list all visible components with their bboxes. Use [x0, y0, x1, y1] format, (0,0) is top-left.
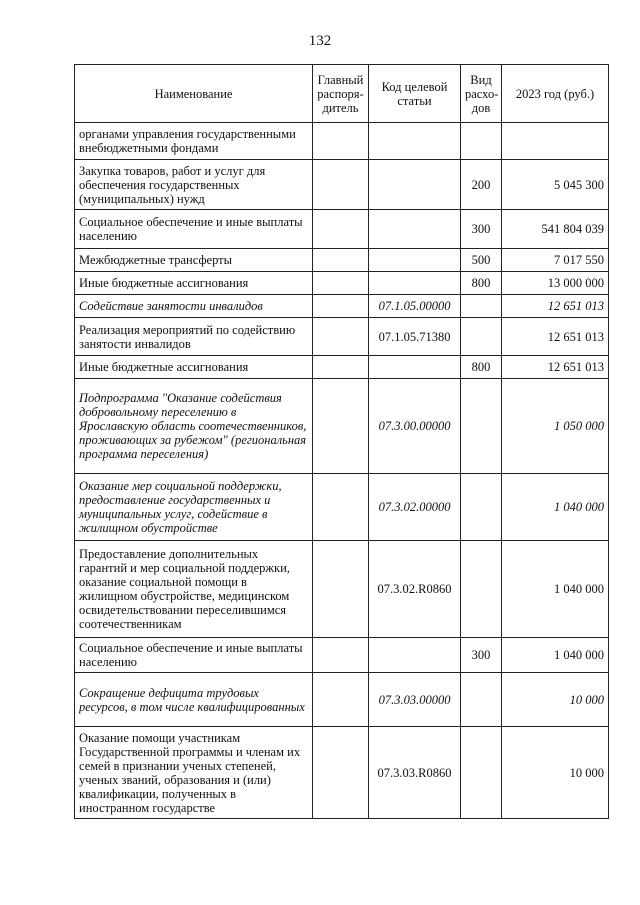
- row-name: Иные бюджетные ассигнования: [75, 272, 313, 295]
- row-expense-type: 800: [461, 272, 502, 295]
- header-amount-2023: 2023 год (руб.): [502, 65, 609, 123]
- table-row: [75, 474, 609, 541]
- table-row: [75, 160, 609, 210]
- row-amount: 12 651 013: [502, 356, 609, 379]
- row-amount: 1 040 000: [502, 638, 609, 673]
- row-chief-administrator: [313, 160, 369, 210]
- row-name: Сокращение дефицита трудовых ресурсов, в том числе квалифицированных: [75, 673, 313, 727]
- table-row: [75, 541, 609, 638]
- row-target-code: [369, 249, 461, 272]
- row-amount: 1 050 000: [502, 379, 609, 474]
- row-name: Оказание помощи участникам Государственной программы и членам их семей в признании ученых степеней, ученых званий, образования и (или) квалификации, полученных в иностранном государстве: [75, 727, 313, 819]
- row-chief-administrator: [313, 272, 369, 295]
- row-target-code: [369, 638, 461, 673]
- row-name: Закупка товаров, работ и услуг для обеспечения государственных (муниципальных) нужд: [75, 160, 313, 210]
- row-target-code: 07.3.02.R0860: [369, 541, 461, 638]
- table-row: [75, 123, 609, 160]
- row-expense-type: [461, 379, 502, 474]
- row-expense-type: 200: [461, 160, 502, 210]
- row-expense-type: 800: [461, 356, 502, 379]
- page-number: 132: [308, 33, 332, 49]
- row-name: Межбюджетные трансферты: [75, 249, 313, 272]
- row-amount: [502, 123, 609, 160]
- table-row: [75, 295, 609, 318]
- row-expense-type: [461, 727, 502, 819]
- row-expense-type: 300: [461, 210, 502, 249]
- row-target-code: [369, 123, 461, 160]
- row-target-code: [369, 160, 461, 210]
- row-chief-administrator: [313, 727, 369, 819]
- row-amount: 10 000: [502, 673, 609, 727]
- row-amount: 541 804 039: [502, 210, 609, 249]
- row-chief-administrator: [313, 210, 369, 249]
- row-name: органами управления государственными внебюджетными фондами: [75, 123, 313, 160]
- row-chief-administrator: [313, 318, 369, 356]
- row-amount: 13 000 000: [502, 272, 609, 295]
- row-name: Содействие занятости инвалидов: [75, 295, 313, 318]
- row-amount: 12 651 013: [502, 318, 609, 356]
- header-target-code: Код целевой статьи: [369, 65, 461, 123]
- row-target-code: 07.3.00.00000: [369, 379, 461, 474]
- row-name: Социальное обеспечение и иные выплаты населению: [75, 210, 313, 249]
- row-name: Иные бюджетные ассигнования: [75, 356, 313, 379]
- row-target-code: [369, 356, 461, 379]
- row-expense-type: [461, 673, 502, 727]
- header-name: Наименование: [75, 65, 313, 123]
- row-chief-administrator: [313, 123, 369, 160]
- row-name: Социальное обеспечение и иные выплаты населению: [75, 638, 313, 673]
- row-amount: 1 040 000: [502, 474, 609, 541]
- table-row: [75, 249, 609, 272]
- row-expense-type: 300: [461, 638, 502, 673]
- row-chief-administrator: [313, 638, 369, 673]
- row-chief-administrator: [313, 295, 369, 318]
- table-row: [75, 727, 609, 819]
- row-target-code: [369, 272, 461, 295]
- row-name: Подпрограмма "Оказание содействия добровольному переселению в Ярославскую область соотечественников, проживающих за рубежом" (региональная программа переселения): [75, 379, 313, 474]
- row-name: Реализация мероприятий по содействию занятости инвалидов: [75, 318, 313, 356]
- table-row: [75, 673, 609, 727]
- row-amount: 1 040 000: [502, 541, 609, 638]
- row-amount: 12 651 013: [502, 295, 609, 318]
- row-name: Оказание мер социальной поддержки, предоставление государственных и муниципальных услуг, содействие в жилищном обустройстве: [75, 474, 313, 541]
- table-row: [75, 210, 609, 249]
- row-chief-administrator: [313, 356, 369, 379]
- table-row: [75, 318, 609, 356]
- row-chief-administrator: [313, 673, 369, 727]
- row-amount: 7 017 550: [502, 249, 609, 272]
- table-row: [75, 379, 609, 474]
- row-expense-type: [461, 318, 502, 356]
- row-chief-administrator: [313, 249, 369, 272]
- row-target-code: 07.1.05.71380: [369, 318, 461, 356]
- row-chief-administrator: [313, 379, 369, 474]
- table-row: [75, 272, 609, 295]
- table-row: [75, 638, 609, 673]
- table-row: [75, 356, 609, 379]
- row-target-code: 07.3.03.R0860: [369, 727, 461, 819]
- table-body: [75, 123, 609, 819]
- row-expense-type: [461, 123, 502, 160]
- header-chief-administrator: Главный распоря-дитель: [313, 65, 369, 123]
- row-amount: 10 000: [502, 727, 609, 819]
- row-name: Предоставление дополнительных гарантий и мер социальной поддержки, оказание социальной помощи в жилищном обустройстве, медицинском освидетельствовании переселившимся соотечественникам: [75, 541, 313, 638]
- row-target-code: 07.3.03.00000: [369, 673, 461, 727]
- row-expense-type: [461, 474, 502, 541]
- budget-table: [74, 64, 609, 819]
- row-chief-administrator: [313, 474, 369, 541]
- row-amount: 5 045 300: [502, 160, 609, 210]
- row-target-code: 07.3.02.00000: [369, 474, 461, 541]
- table-header-row: [75, 65, 609, 123]
- row-expense-type: 500: [461, 249, 502, 272]
- row-target-code: 07.1.05.00000: [369, 295, 461, 318]
- row-expense-type: [461, 295, 502, 318]
- row-expense-type: [461, 541, 502, 638]
- header-expense-type: Вид расхо-дов: [461, 65, 502, 123]
- row-chief-administrator: [313, 541, 369, 638]
- row-target-code: [369, 210, 461, 249]
